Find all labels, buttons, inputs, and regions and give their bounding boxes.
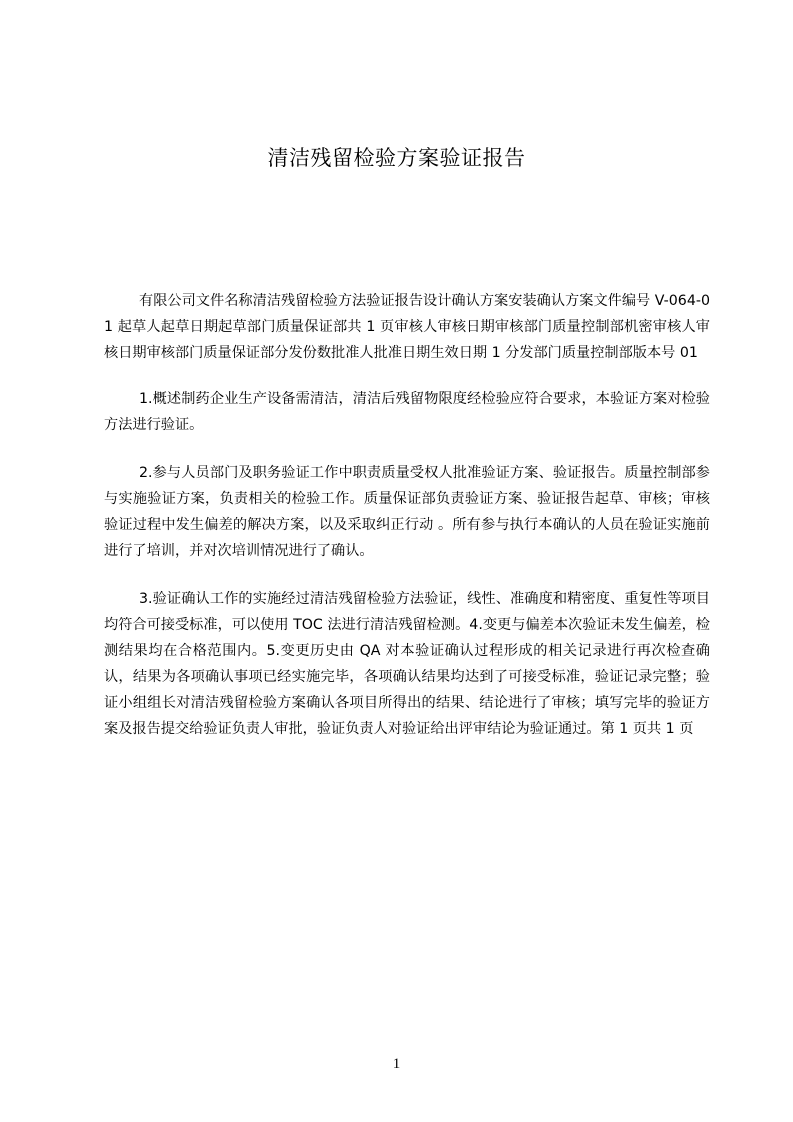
- paragraph-participants: 2.参与人员部门及职务验证工作中职责质量受权人批准验证方案、验证报告。质量控制部参与实施验证方案，负责相关的检验工作。质量保证部负责验证方案、验证报告起草、审核；审核验证过程中发生偏差的解决方案，以及采取纠正行动 。所有参与执行本确认的人员在验证实施前进行了培训，并对次培训情况进行了确认。: [104, 465, 710, 559]
- paragraph-overview: 1.概述制药企业生产设备需清洁，清洁后残留物限度经检验应符合要求，本验证方案对检验方法进行验证。: [104, 391, 710, 433]
- document-body: [104, 288, 710, 762]
- page-number: 1: [392, 1056, 401, 1072]
- paragraph-implementation: 3.验证确认工作的实施经过清洁残留检验方法验证，线性、准确度和精密度、重复性等项目均符合可接受标准，可以使用 TOC 法进行清洁残留检测。4.变更与偏差本次验证未发生偏差，检测结果均在合格范围内。5.变更历史由 QA 对本验证确认过程形成的相关记录进行再次检查确认，结果为各项确认事项已经实施完毕，各项确认结果均达到了可接受标准，验证记录完整；验证小组组长对清洁残留检验方案确认各项目所得出的结果、结论进行了审核；填写完毕的验证方案及报告提交给验证负责人审批，验证负责人对验证给出评审结论为验证通过。第 1 页共 1 页: [104, 591, 710, 737]
- paragraph-header-info: 有限公司文件名称清洁残留检验方法验证报告设计确认方案安装确认方案文件编号 V-064-01 起草人起草日期起草部门质量保证部共 1 页审核人审核日期审核部门质量控制部机密审核人审核日期审核部门质量保证部分发份数批准人批准日期生效日期 1 分发部门质量控制部版本号 01: [104, 293, 710, 361]
- document-title: 清洁残留检验方案验证报告: [267, 146, 526, 170]
